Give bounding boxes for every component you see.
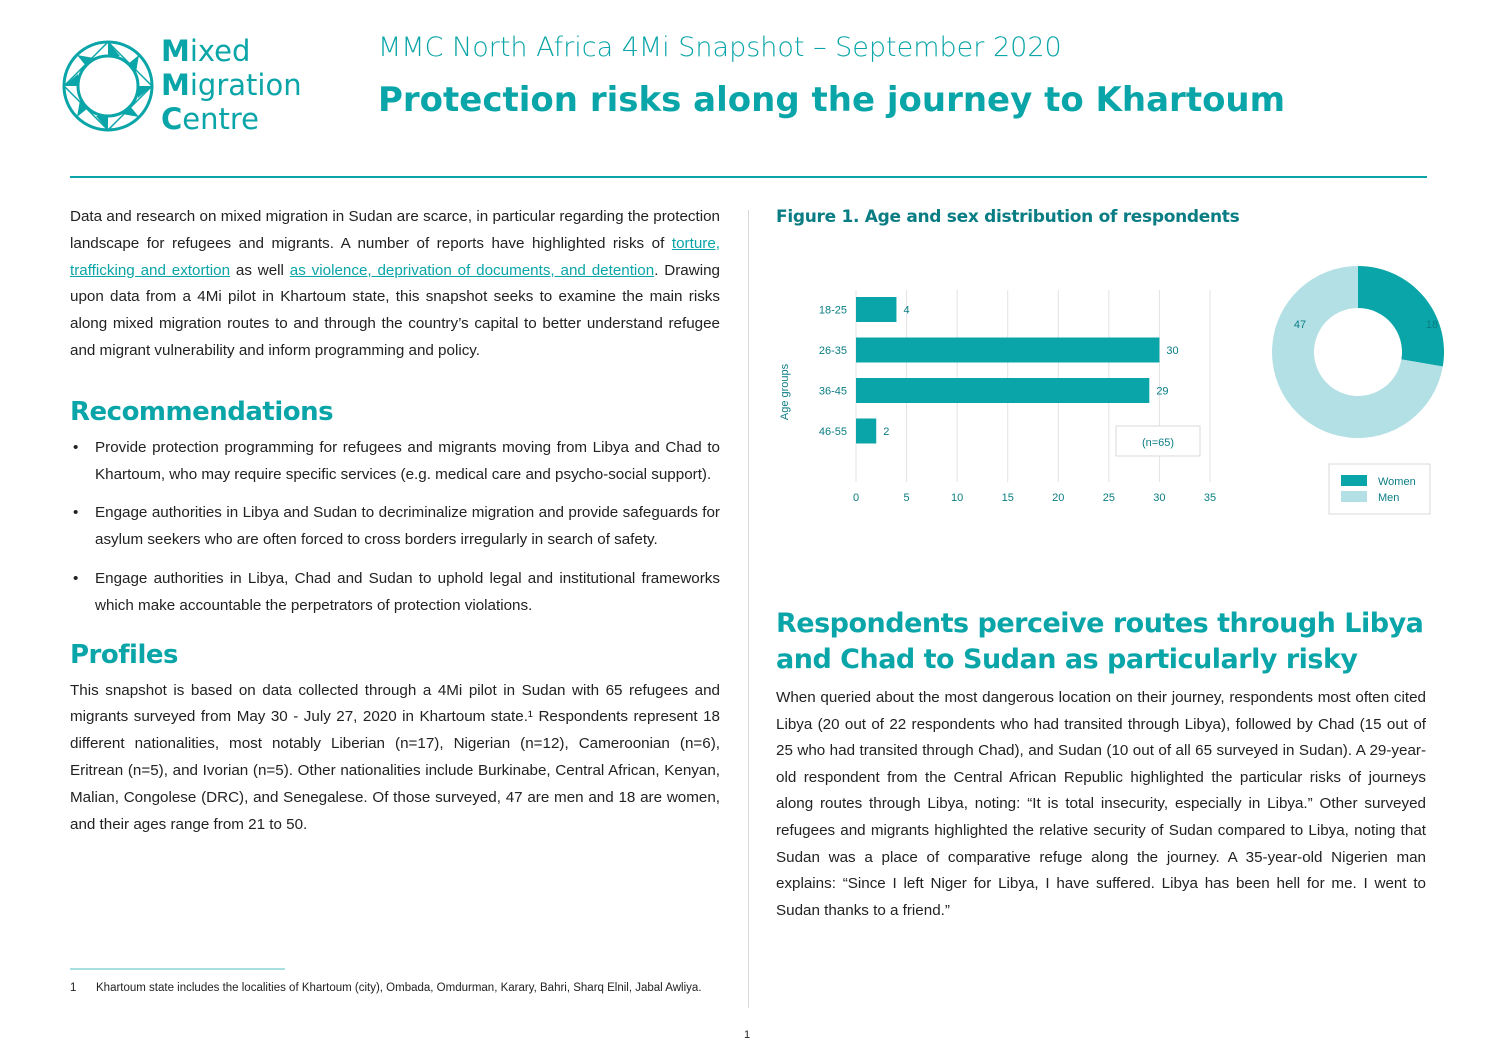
recommendation-text: Provide protection programming for refugees and migrants moving from Libya and Chad to Khartoum, who may require specific services (e.g. medical care and psycho-social support). [95, 438, 720, 483]
footnote-divider [70, 968, 285, 970]
data-label: 4 [903, 304, 910, 317]
data-label: 29 [1156, 385, 1169, 398]
y-tick-label: 46-55 [818, 426, 847, 438]
donut-value-label: 18 [1425, 319, 1439, 331]
report-title: Protection risks along the journey to Khartoum [378, 80, 1286, 120]
left-column [70, 204, 720, 838]
bar [856, 338, 1159, 363]
y-axis-label: Age groups [779, 363, 791, 421]
figure-title: Figure 1. Age and sex distribution of respondents [776, 207, 1240, 227]
logo-line-3: entre [182, 102, 260, 136]
intro-text-1: Data and research on mixed migration in Sudan are scarce, in particular regarding the protection landscape for refugees and migrants. A number of reports have highlighted risks of [70, 208, 720, 252]
intro-text-3: . Drawing upon data from a 4Mi pilot in Khartoum state, this snapshot seeks to examine the main risks along mixed migration routes to and through the country’s capital to better understand refugee and migrant vulnerability and inform programming and policy. [70, 261, 720, 359]
column-divider [748, 210, 749, 1008]
list-item [70, 566, 720, 620]
mmc-logo-icon [58, 36, 158, 136]
recommendation-text: Engage authorities in Libya and Sudan to decriminalize migration and provide safeguards for asylum seekers who are often forced to cross borders irregularly in search of safety. [95, 504, 720, 549]
risk-paragraph: When queried about the most dangerous location on their journey, respondents most often cited Libya (20 out of 22 respondents who had transited through Libya), followed by Chad (15 out of 25 who had transited through Chad), and Sudan (10 out of all 65 surveyed in Sudan). A 29-year-old respondent from the Central African Republic highlighted the particular risks of journeys along routes through Libya, noting: “It is total insecurity, especially in Libya.” Other surveyed refugees and migrants highlighted the relative security of Sudan compared to Libya, noting that Sudan was a place of comparative refuge along the journey. A 35-year-old Nigerien man explains: “Since I left Niger for Libya, I have suffered. Libya has been hell for me. I went to Sudan thanks to a friend.” [776, 689, 1426, 919]
sample-size-annotation: (n=65) [1141, 437, 1175, 449]
bar [856, 297, 896, 322]
footnote-text: Khartoum state includes the localities of Khartoum (city), Ombada, Omdurman, Karary, Bahri, Sharq Elnil, Jabal Awliya. [96, 982, 702, 994]
donut-slice [1358, 266, 1444, 366]
logo-wordmark: Mixed Migration Centre [161, 34, 302, 136]
legend-label: Women [1378, 476, 1416, 488]
recommendations-list [70, 435, 720, 620]
x-tick-label: 10 [951, 492, 964, 504]
logo-line-2: igration [189, 68, 302, 102]
data-label: 2 [883, 426, 890, 438]
legend-swatch [1341, 491, 1367, 502]
section-heading: Respondents perceive routes through Libya and Chad to Sudan as particularly risky [776, 608, 1424, 675]
donut-value-label: 47 [1293, 319, 1307, 331]
list-item [70, 435, 720, 489]
link-violence-deprivation[interactable]: as violence, deprivation of documents, and detention [289, 261, 655, 279]
bullet-icon: • [73, 438, 79, 456]
bullet-icon: • [73, 504, 79, 522]
x-tick-label: 35 [1203, 492, 1217, 504]
legend-swatch [1341, 475, 1367, 486]
x-tick-label: 15 [1001, 492, 1014, 504]
y-tick-label: 36-45 [818, 385, 847, 398]
legend-box [1329, 464, 1430, 514]
data-label: 30 [1166, 345, 1179, 357]
y-tick-label: 18-25 [818, 304, 847, 317]
logo-line-1: ixed [189, 34, 251, 68]
x-tick-label: 5 [903, 492, 910, 504]
recommendation-text: Engage authorities in Libya, Chad and Sudan to uphold legal and institutional frameworks which make accountable the perpetrators of protection violations. [95, 569, 720, 614]
x-tick-label: 25 [1102, 492, 1115, 504]
recommendations-heading: Recommendations [70, 396, 334, 427]
legend-label: Men [1378, 492, 1400, 504]
intro-text-2: as well [230, 261, 290, 279]
header-divider [70, 176, 1427, 178]
y-tick-label: 26-35 [818, 345, 847, 357]
intro-paragraph [70, 204, 720, 365]
bullet-icon: • [73, 569, 79, 587]
bar [856, 419, 876, 444]
report-subtitle: MMC North Africa 4Mi Snapshot – September 2020 [378, 32, 1062, 63]
list-item [70, 500, 720, 554]
age-sex-chart [770, 260, 1450, 530]
profiles-paragraph: This snapshot is based on data collected through a 4Mi pilot in Sudan with 65 refugees and migrants surveyed from May 30 - July 27, 2020 in Khartoum state.¹ Respondents represent 18 different nationalities, most notably Liberian (n=17), Nigerian (n=12), Cameroonian (n=6), Eritrean (n=5), and Ivorian (n=5). Other nationalities include Burkinabe, Central African, Kenyan, Malian, Congolese (DRC), and Senegalese. Of those surveyed, 47 are men and 18 are women, and their ages range from 21 to 50. [70, 681, 720, 833]
page-number: 1 [744, 1029, 751, 1041]
profiles-heading: Profiles [70, 639, 178, 670]
link-torture-trafficking[interactable]: torture, trafficking and extortion [70, 234, 720, 279]
bar [856, 378, 1149, 403]
x-tick-label: 30 [1153, 492, 1166, 504]
footnote-number: 1 [70, 982, 77, 994]
x-tick-label: 20 [1052, 492, 1065, 504]
x-tick-label: 0 [852, 492, 860, 504]
